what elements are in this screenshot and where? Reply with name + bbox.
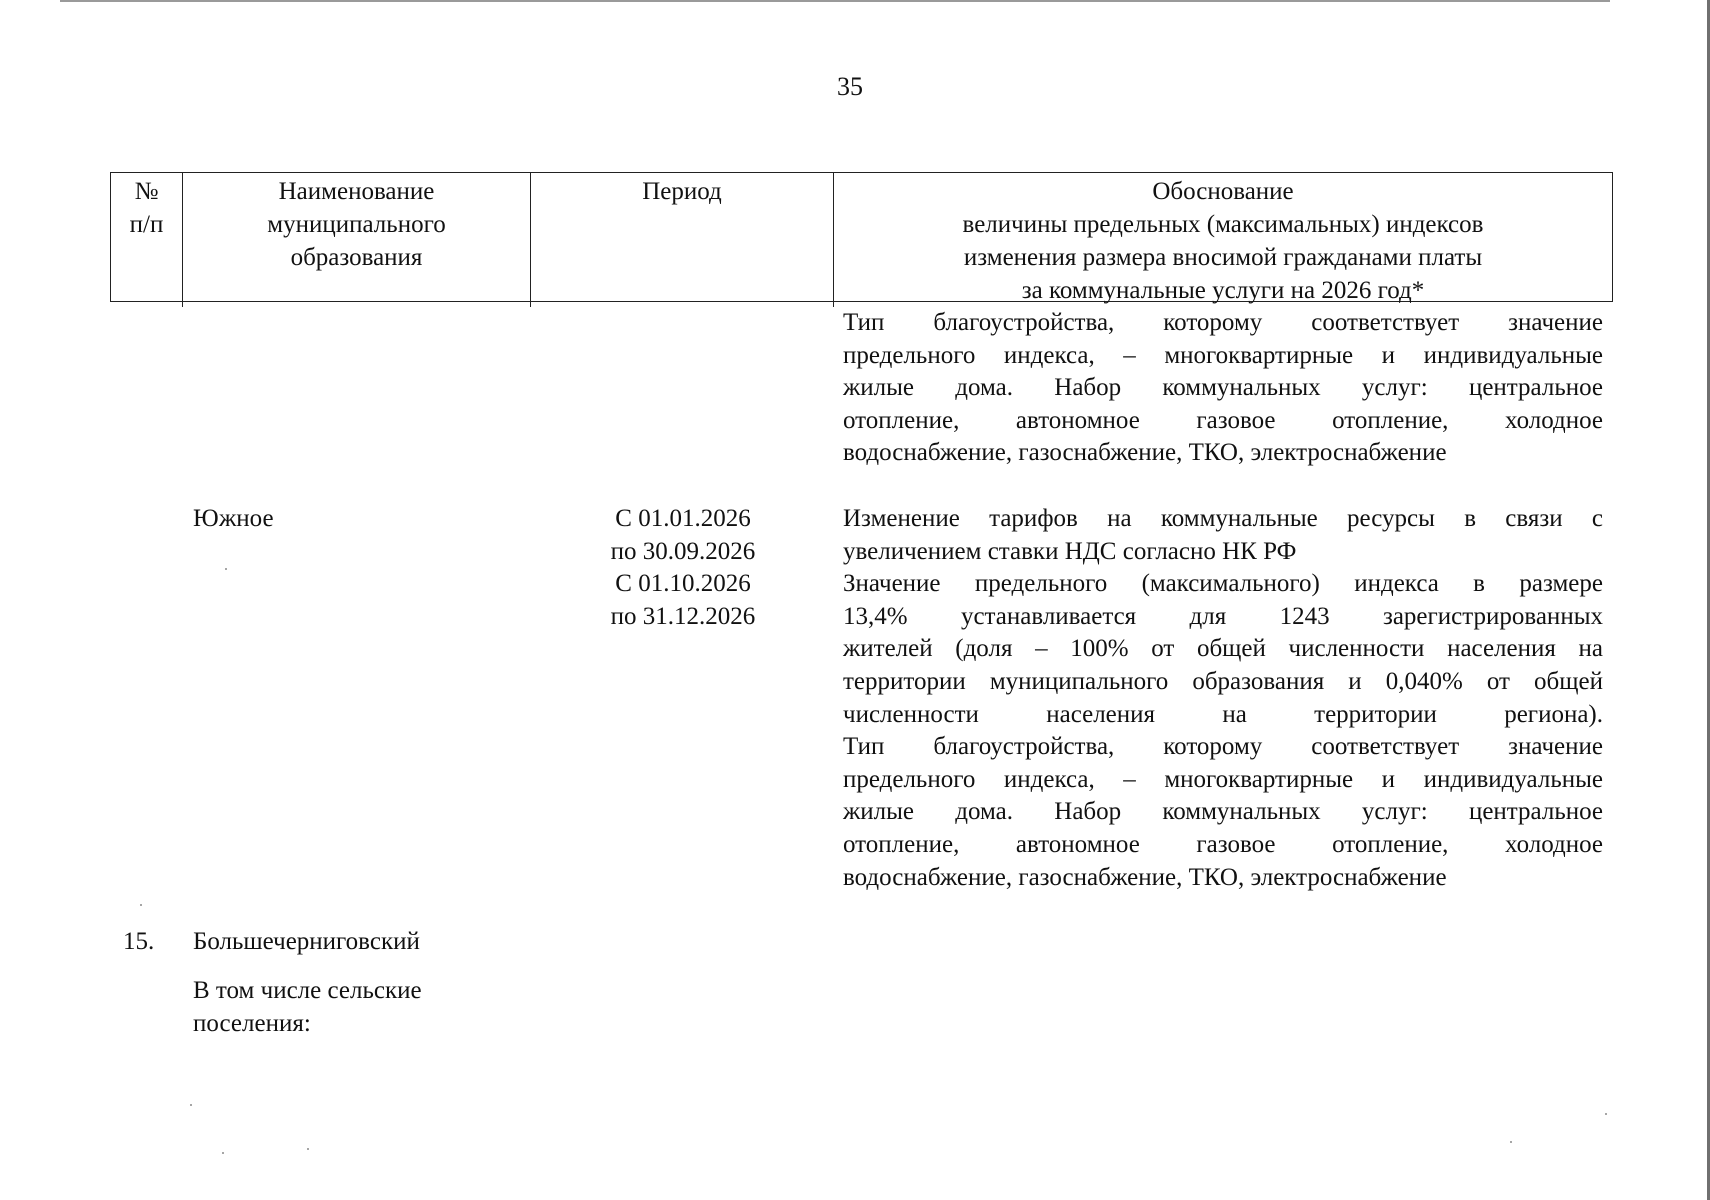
scan-speck xyxy=(140,904,142,906)
text-line: Тип благоустройства, которому соответствует значение xyxy=(843,309,1603,336)
header-col-municipality-line: Наименование xyxy=(278,178,435,205)
text-line: жилые дома. Набор коммунальных услуг: центральное xyxy=(843,374,1603,402)
header-col-justification xyxy=(834,173,1612,307)
text-line: предельного индекса, – многоквартирные и индивидуальные xyxy=(843,765,1603,793)
header-col-number xyxy=(111,173,183,307)
period-line: по 31.12.2026 xyxy=(610,602,756,630)
scan-top-edge xyxy=(60,0,1610,2)
row-number: 15. xyxy=(123,928,155,955)
text-line: жителей (доля – 100% от общей численности населения на xyxy=(843,635,1603,663)
subdivision-note xyxy=(193,975,483,1040)
text-line: Значение предельного (максимального) индекса в размере xyxy=(843,570,1603,598)
period-line: по 30.09.2026 xyxy=(610,537,756,565)
note-line: поселения: xyxy=(193,1009,311,1037)
text-line: водоснабжение, газоснабжение, ТКО, электроснабжение xyxy=(843,439,1447,467)
text-line: территории муниципального образования и 0,040% от общей xyxy=(843,667,1603,695)
municipality-name: Южное xyxy=(193,505,274,532)
text-line: предельного индекса, – многоквартирные и индивидуальные xyxy=(843,341,1603,369)
header-col-period-label: Период xyxy=(642,178,722,205)
justification-text xyxy=(843,503,1603,894)
text-line: отопление, автономное газовое отопление, холодное xyxy=(843,830,1603,858)
text-line: увеличением ставки НДС согласно НК РФ xyxy=(843,537,1297,565)
header-col-justification-line: величины предельных (максимальных) индексов xyxy=(962,211,1484,238)
scan-speck xyxy=(190,1104,192,1106)
district-name: Большечерниговский xyxy=(193,928,420,955)
table-header xyxy=(110,172,1613,302)
period-line: С 01.01.2026 xyxy=(615,505,751,532)
scan-speck xyxy=(1510,1141,1512,1143)
header-col-municipality xyxy=(183,173,531,307)
continuation-justification xyxy=(843,307,1603,470)
header-col-municipality-line: муниципального xyxy=(267,211,446,238)
text-line: отопление, автономное газовое отопление, холодное xyxy=(843,406,1603,434)
scan-speck xyxy=(307,1148,309,1150)
header-col-justification-line: изменения размера вносимой гражданами платы xyxy=(963,244,1483,271)
text-line: 13,4% устанавливается для 1243 зарегистрированных xyxy=(843,602,1603,630)
header-col-justification-line: Обоснование xyxy=(1152,178,1294,205)
note-line: В том числе сельские xyxy=(193,977,422,1004)
page-number: 35 xyxy=(837,72,863,101)
header-col-number-line: п/п xyxy=(129,211,164,238)
period-range xyxy=(588,503,778,633)
period-line: С 01.10.2026 xyxy=(615,570,751,598)
text-line: водоснабжение, газоснабжение, ТКО, электроснабжение xyxy=(843,863,1447,891)
scan-speck xyxy=(225,568,227,570)
scan-speck xyxy=(1605,1113,1607,1115)
text-line: численности населения на территории региона). xyxy=(843,700,1603,728)
header-col-justification-line: за коммунальные услуги на 2026 год* xyxy=(1021,277,1425,304)
text-line: Тип благоустройства, которому соответствует значение xyxy=(843,733,1603,761)
text-line: Изменение тарифов на коммунальные ресурсы в связи с xyxy=(843,505,1603,532)
header-col-period xyxy=(531,173,834,307)
text-line: жилые дома. Набор коммунальных услуг: центральное xyxy=(843,798,1603,826)
header-col-municipality-line: образования xyxy=(290,244,423,271)
scan-speck xyxy=(222,1152,224,1154)
header-col-number-line: № xyxy=(134,178,159,205)
